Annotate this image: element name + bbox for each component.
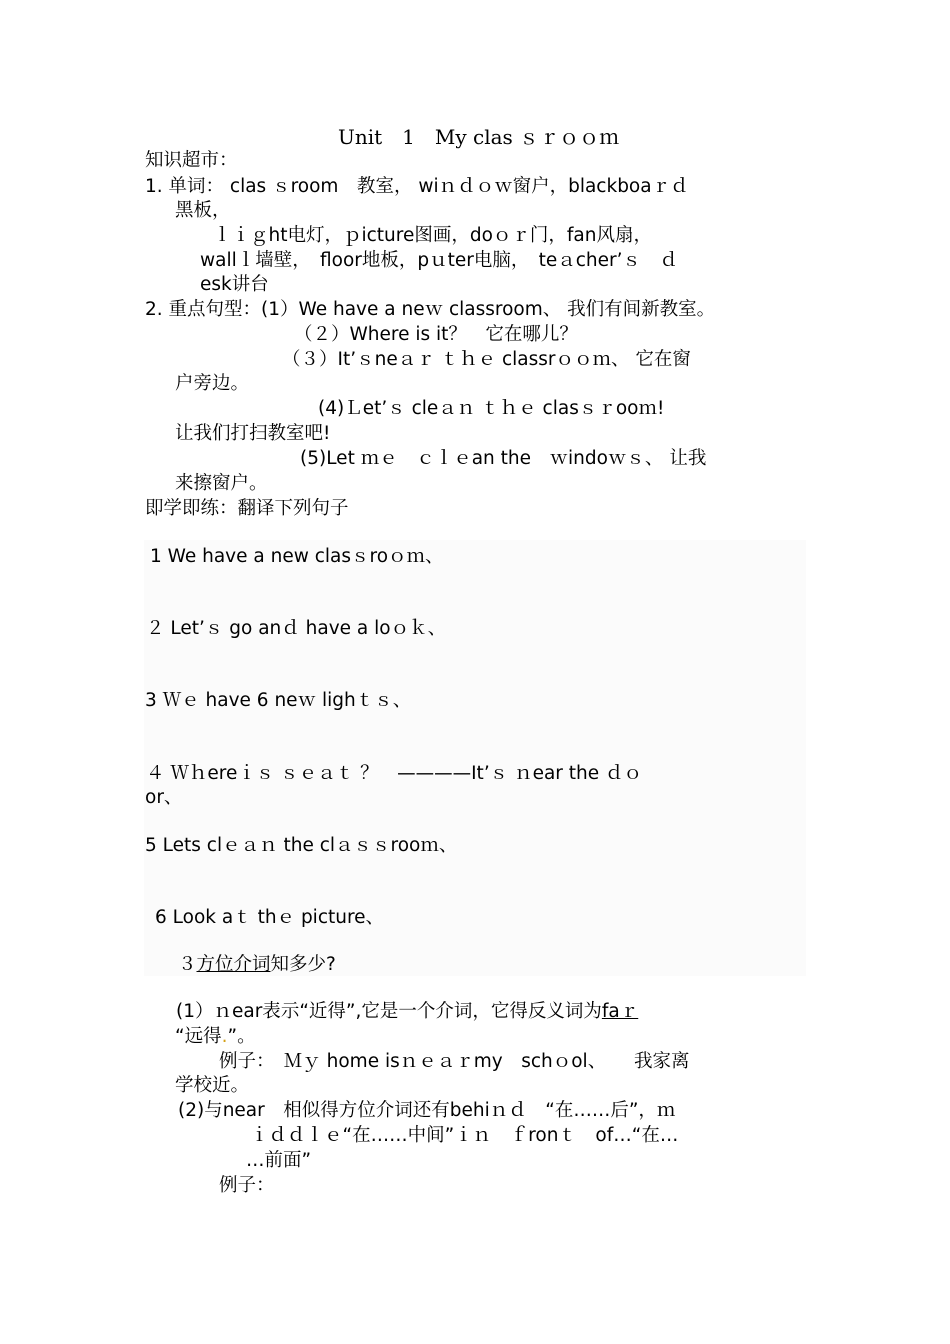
section-heading-prepositions [178,953,336,977]
practice-item-6: 6 Look aｔ thｅ picture、 [155,907,385,928]
far-meaning-open: “远得 [175,1026,222,1047]
heading-rest: 知多少? [270,954,336,975]
sentences-line-2: （２）Where is it？ 它在哪儿？ [294,324,578,345]
sentences-line-5: (4)Ｌet’ｓ cleａｎ ｔｈｅ clasｓｒooｍ! [318,398,665,419]
sentences-line-6: 让我们打扫教室吧! [175,423,331,444]
sentences-line-3: （３）It’ｓneａｒ ｔｈｅ classrｏｏｍ、 它在窗 [282,349,691,370]
far-meaning-dot: . [221,1026,228,1047]
near-explanation-text: (1）ｎear表示“近得”,它是一个介词，它得反义词为 [176,1001,602,1022]
practice-item-2: ２ Let’ｓ go anｄ have a loｏｋ、 [146,618,447,639]
words-line-2: 黑板， [175,200,231,221]
practice-item-5: 5 Lets clｅａｎ the clａｓｓrooｍ、 [145,835,458,856]
example-1-line-2: 学校近。 [175,1075,250,1096]
near-explanation-line-2 [175,1025,256,1049]
sentences-line-4: 户旁边。 [175,373,250,394]
example-1-line-1: 例子： Ｍｙ home isｎｅａｒmy schｏol、 我家离 [219,1051,690,1072]
practice-item-1: 1 We have a new clasｓroｏｍ、 [150,546,444,567]
near-explanation-line-1 [176,1000,638,1024]
heading-term: 方位介词 [196,954,271,975]
practice-heading: 即学即练：翻译下列句子 [145,498,349,519]
prepositions-line-3: …前面” [246,1150,312,1171]
sentences-line-1: 2. 重点句型：(1）We have a neｗ classroom、 我们有间新教室。 [145,299,716,320]
sentences-line-8: 来擦窗户。 [175,473,268,494]
words-line-1: 1. 单词： clas ｓroom 教室， wiｎｄｏｗ窗户，blackboaｒｄ [145,176,689,197]
practice-item-4-continued: or、 [145,787,183,808]
section-heading-knowledge: 知识超市： [145,150,238,171]
sentences-line-7: (5)Let ｍｅ ｃｌｅan the ｗindoｗｓ、 让我 [300,448,707,469]
prepositions-line-1: (2)与near 相似得方位介词还有behiｎｄ “在……后”，ｍ [178,1100,676,1121]
far-word: faｒ [601,1001,639,1022]
words-line-5: esk讲台 [200,274,269,295]
practice-item-3: 3 Ｗｅ have 6 neｗ lighｔｓ、 [145,690,412,711]
words-line-4: wallｌ墙壁， floor地板，pｕter电脑， teａcher’ｓ ｄ [200,250,679,271]
example-2-label: 例子： [219,1175,275,1196]
far-meaning-close: ”。 [227,1026,256,1047]
prepositions-line-2: ｉｄｄｌｅ“在……中间”ｉｎ ｆronｔ of…“在… [250,1125,679,1146]
heading-number: ３ [178,954,197,975]
page-title: Unit 1 My clas ｓｒｏｏｍ [338,125,620,149]
practice-item-4: ４ Ｗｈereｉｓ ｓｅａｔ ？ ————It’ｓ ｎear the ｄｏ [146,763,643,784]
words-line-3: ｌｉｇht电灯，ｐicture图画，doｏｒ门，fan风扇， [213,225,652,246]
